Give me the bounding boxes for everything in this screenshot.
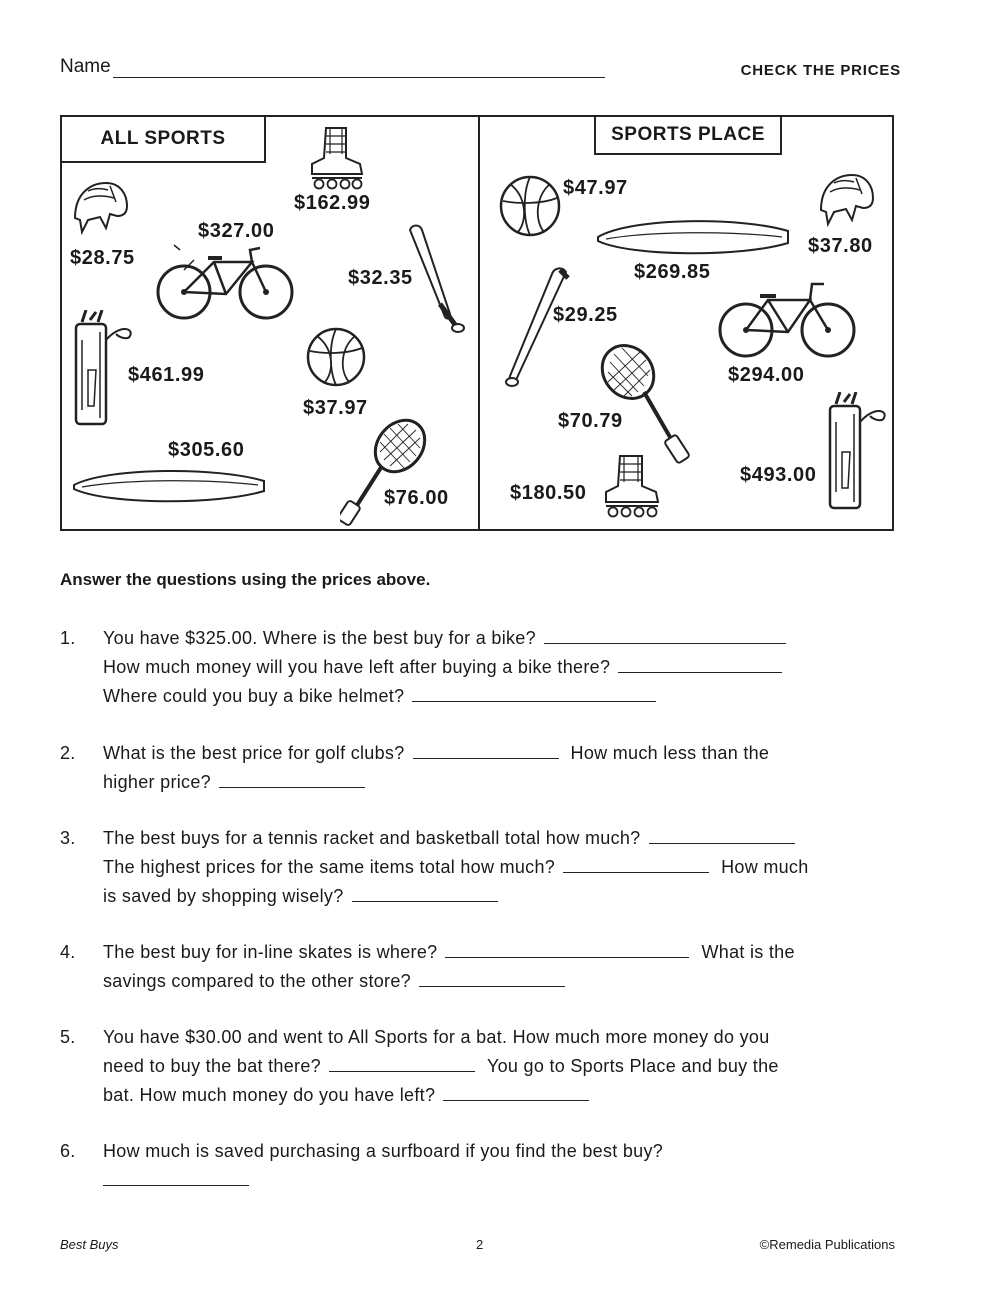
question-line: The highest prices for the same items total how much? How much <box>103 857 809 877</box>
answer-blank[interactable] <box>419 972 565 987</box>
price-all-sports-racket: $76.00 <box>384 487 449 509</box>
price-sports-place-skates: $180.50 <box>510 482 587 504</box>
price-all-sports-golf-clubs: $461.99 <box>128 364 205 386</box>
answer-blank[interactable] <box>412 687 656 702</box>
question-line: What is the best price for golf clubs? How much less than the <box>103 743 770 763</box>
question-number: 6. <box>60 1141 76 1161</box>
skate-icon <box>602 452 662 518</box>
price-sports-place-basketball: $47.97 <box>563 177 628 199</box>
answer-blank[interactable] <box>413 744 559 759</box>
price-sports-place-racket: $70.79 <box>558 410 623 432</box>
panel-divider <box>478 115 480 531</box>
price-all-sports-bike: $327.00 <box>198 220 275 242</box>
question-line: How much is saved purchasing a surfboard if you find the best buy? <box>103 1141 664 1161</box>
answer-blank[interactable] <box>649 829 795 844</box>
basketball-icon <box>498 174 562 238</box>
answer-blank[interactable] <box>563 858 709 873</box>
price-sports-place-bike: $294.00 <box>728 364 805 386</box>
question-6 <box>103 1137 903 1195</box>
question-line: savings compared to the other store? <box>103 967 903 996</box>
golf-bag-icon <box>826 392 890 514</box>
page-title: CHECK THE PRICES <box>740 62 901 79</box>
question-3 <box>103 824 903 911</box>
question-line: is saved by shopping wisely? <box>103 882 903 911</box>
answer-blank[interactable] <box>329 1057 475 1072</box>
answer-blank[interactable] <box>352 887 498 902</box>
page-number: 2 <box>476 1237 484 1252</box>
question-line: The best buys for a tennis racket and basketball total how much? <box>103 824 903 853</box>
question-4 <box>103 938 903 996</box>
price-all-sports-surfboard: $305.60 <box>168 439 245 461</box>
price-sports-place-surfboard: $269.85 <box>634 261 711 283</box>
footer-book-title: Best Buys <box>60 1237 119 1252</box>
basketball-icon <box>305 326 367 388</box>
bike-icon <box>154 240 296 322</box>
question-line: How much money will you have left after buying a bike there? <box>103 653 903 682</box>
price-sports-place-golf-clubs: $493.00 <box>740 464 817 486</box>
question-5 <box>103 1023 903 1110</box>
question-line: need to buy the bat there? You go to Sports Place and buy the <box>103 1056 779 1076</box>
bat-icon <box>500 266 572 390</box>
answer-blank[interactable] <box>544 629 786 644</box>
helmet-icon <box>816 172 878 228</box>
name-label: Name <box>60 56 111 77</box>
golf-bag-icon <box>72 310 136 430</box>
price-sports-place-helmet: $37.80 <box>808 235 873 257</box>
instructions: Answer the questions using the prices above. <box>60 570 431 589</box>
question-line: higher price? <box>103 768 903 797</box>
question-number: 4. <box>60 942 76 962</box>
answer-blank[interactable] <box>443 1086 589 1101</box>
question-number: 1. <box>60 628 76 648</box>
question-number: 5. <box>60 1027 76 1047</box>
helmet-icon <box>70 180 130 235</box>
question-number: 2. <box>60 743 76 763</box>
question-line: You have $325.00. Where is the best buy for a bike? <box>103 624 903 653</box>
question-number: 3. <box>60 828 76 848</box>
answer-blank[interactable] <box>445 943 689 958</box>
price-all-sports-skates: $162.99 <box>294 192 371 214</box>
price-all-sports-basketball: $37.97 <box>303 397 368 419</box>
store-label-all-sports: ALL SPORTS <box>60 115 266 163</box>
bike-icon <box>716 276 858 360</box>
skate-icon <box>306 124 368 190</box>
answer-blank[interactable] <box>618 658 782 673</box>
price-all-sports-helmet: $28.75 <box>70 247 135 269</box>
racket-icon <box>598 340 694 466</box>
bat-icon <box>404 222 468 334</box>
surfboard-icon <box>592 213 792 261</box>
question-line: bat. How much money do you have left? <box>103 1081 903 1110</box>
question-line: You have $30.00 and went to All Sports for a bat. How much more money do you <box>103 1027 770 1047</box>
price-all-sports-bat: $32.35 <box>348 267 413 289</box>
price-sports-place-bat: $29.25 <box>553 304 618 326</box>
answer-blank[interactable] <box>103 1171 249 1186</box>
question-line: Where could you buy a bike helmet? <box>103 682 903 711</box>
name-field[interactable] <box>113 77 605 78</box>
footer-copyright: ©Remedia Publications <box>759 1237 895 1252</box>
store-label-sports-place: SPORTS PLACE <box>594 115 782 155</box>
question-2 <box>103 739 903 797</box>
answer-blank[interactable] <box>219 773 365 788</box>
question-line: The best buy for in-line skates is where? What is the <box>103 942 795 962</box>
question-line <box>103 1166 903 1195</box>
question-1 <box>103 624 903 711</box>
surfboard-icon <box>68 463 268 509</box>
